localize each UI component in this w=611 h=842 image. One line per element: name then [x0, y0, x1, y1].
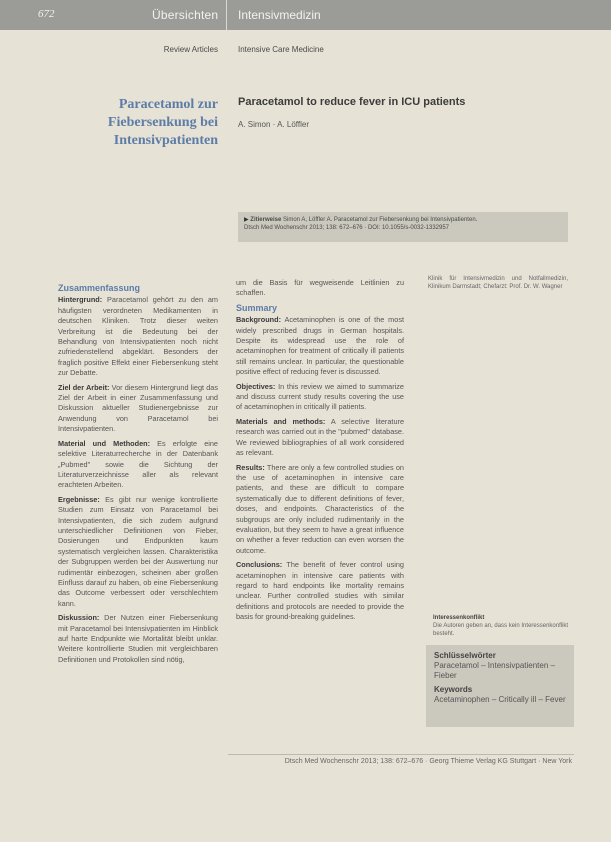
- abstract-english-methods: Materials and methods: A selective literature research was carried out in the "pubmed" database. We reviewed bibliographies of all work considered as relevant.: [236, 416, 404, 458]
- keywords-english-title: Keywords: [434, 685, 473, 694]
- abstract-german-continuation: um die Basis für wegweisende Leitlinien zu schaffen.: [236, 278, 404, 298]
- abstract-german-discussion: Diskussion: Der Nutzen einer Fiebersenkung mit Paracetamol bei Intensivpatienten im Hinblick auf harte Endpunkte wie Mortalität bleibt unklar. Weitere kontrollierte Studien mit vergleichbaren Definitionen und Protokollen sind nötig,: [58, 613, 218, 664]
- abstract-english-conclusions: Conclusions: The benefit of fever control using acetaminophen in intensive care patients with regard to hard endpoints like mortality remains unclear. Further controlled studies with similar definitions and protocols are needed to provide the basis for ground-breaking guidelines.: [236, 560, 404, 622]
- article-title-german: Paracetamol zur Fiebersenkung bei Intensivpatienten: [107, 97, 218, 148]
- abstract-german-heading: Zusammenfassung: [58, 283, 141, 293]
- article-title-english: Paracetamol to reduce fever in ICU patients: [238, 96, 466, 108]
- header-divider: [226, 0, 227, 30]
- conflict-text: Die Autoren geben an, dass kein Interessenkonflikt besteht.: [433, 623, 569, 637]
- citation-line-2: Dtsch Med Wochenschr 2013; 138: 672–676 · DOI: 10.1055/s-0032-1332957: [244, 225, 450, 231]
- abstract-german-methods: Material und Methoden: Es erfolgte eine selektive Literaturrecherche in der Datenbank „Pubmed" sowie die Sichtung der Literaturverzeichnisse aller als relevant erachteten Arbeiten.: [58, 438, 218, 490]
- footer-rule: [228, 754, 574, 755]
- abstract-german-results: Ergebnisse: Es gibt nur wenige kontrollierte Studien zum Einsatz von Paracetamol bei Intensivpatienten, die sich zudem aufgrund unterschiedlicher Definitionen von Fieber, Dosierungen und Endpunkten kaum systematisch vergleichen lassen. Charakteristika der Subgruppen werden bei der Auswertung nur rudimentär einbezogen, scheinen aber großen Einfluss darauf zu haben, ob eine Fiebersenkung das Outcome verbessert oder verschlechtern kann.: [58, 494, 218, 608]
- abstract-english-objectives: Objectives: In this review we aimed to summarize and discuss current study results covering the use of acetaminophen in critically ill patients.: [236, 381, 404, 412]
- affiliation-note: Klinik für Intensivmedizin und Notfallmedizin, Klinikum Darmstadt; Chefarzt: Prof. Dr. W. Wagner: [428, 276, 568, 290]
- abstract-english-background: Background: Acetaminophen is one of the most widely prescribed drugs in German hospitals. Despite its widespread use the role of acetaminophen for treatment of critically ill patients still remains unclear. In particular, the questionable positive effect of reducing fever is discussed.: [236, 315, 404, 377]
- citation-box: [238, 212, 568, 242]
- keywords-box: [426, 645, 574, 727]
- citation-label: Zitierweise: [250, 217, 282, 223]
- citation-line-1: Simon A, Löffler A. Paracetamol zur Fiebersenkung bei Intensivpatienten.: [282, 217, 478, 223]
- abstract-german-background: Hintergrund: Paracetamol gehört zu den am häufigsten verordneten Medikamenten in deutschen Kliniken. Trotz dieser weiten Verbreitung ist die Bedeutung bei der Behandlung von Intensivpatienten noch nicht zufriedenstellend abgeklärt. Besonders der fraglich positive Effekt einer Fiebersenkung steht zur Debatte.: [58, 295, 218, 378]
- page-number: 672: [38, 8, 55, 20]
- abstract-german-aim: Ziel der Arbeit: Vor diesem Hintergrund liegt das Ziel der Arbeit in einer Zusammenfassung und Diskussion aktueller Studienergebnisse zur Anwendung von Paracetamol bei Intensivpatienten.: [58, 382, 218, 434]
- article-authors: A. Simon · A. Löffler: [238, 120, 309, 129]
- keywords-german-text: Paracetamol – Intensivpatienten – Fieber: [434, 661, 555, 680]
- arrow-icon: ▶: [244, 217, 249, 223]
- abstract-english-results: Results: There are only a few controlled studies on the use of acetaminophen in intensive care patients, and these are difficult to compare systematically due to different definitions of fever, doses, and endpoints. Characteristics of the subgroups are only included rudimentarily in the evaluation, but they seem to have a great influence on whether a fever reduction can even worsen the outcome.: [236, 462, 404, 555]
- subheader-german: Review Articles: [163, 45, 218, 54]
- category-label: Intensivmedizin: [238, 8, 321, 22]
- keywords-german-title: Schlüsselwörter: [434, 651, 496, 660]
- footer-citation: Dtsch Med Wochenschr 2013; 138: 672–676 · Georg Thieme Verlag KG Stuttgart · New York: [284, 758, 572, 765]
- abstract-german-column: [58, 283, 218, 669]
- section-label: Übersichten: [152, 8, 219, 22]
- subheader-english: Intensive Care Medicine: [238, 45, 324, 54]
- abstract-english-column: [236, 278, 404, 627]
- journal-header-band: [0, 0, 611, 30]
- abstract-english-heading: Summary: [236, 302, 278, 313]
- conflict-title: Interessenkonflikt: [433, 615, 485, 621]
- conflict-of-interest: [433, 614, 571, 638]
- keywords-english-text: Acetaminophen – Critically ill – Fever: [434, 695, 566, 704]
